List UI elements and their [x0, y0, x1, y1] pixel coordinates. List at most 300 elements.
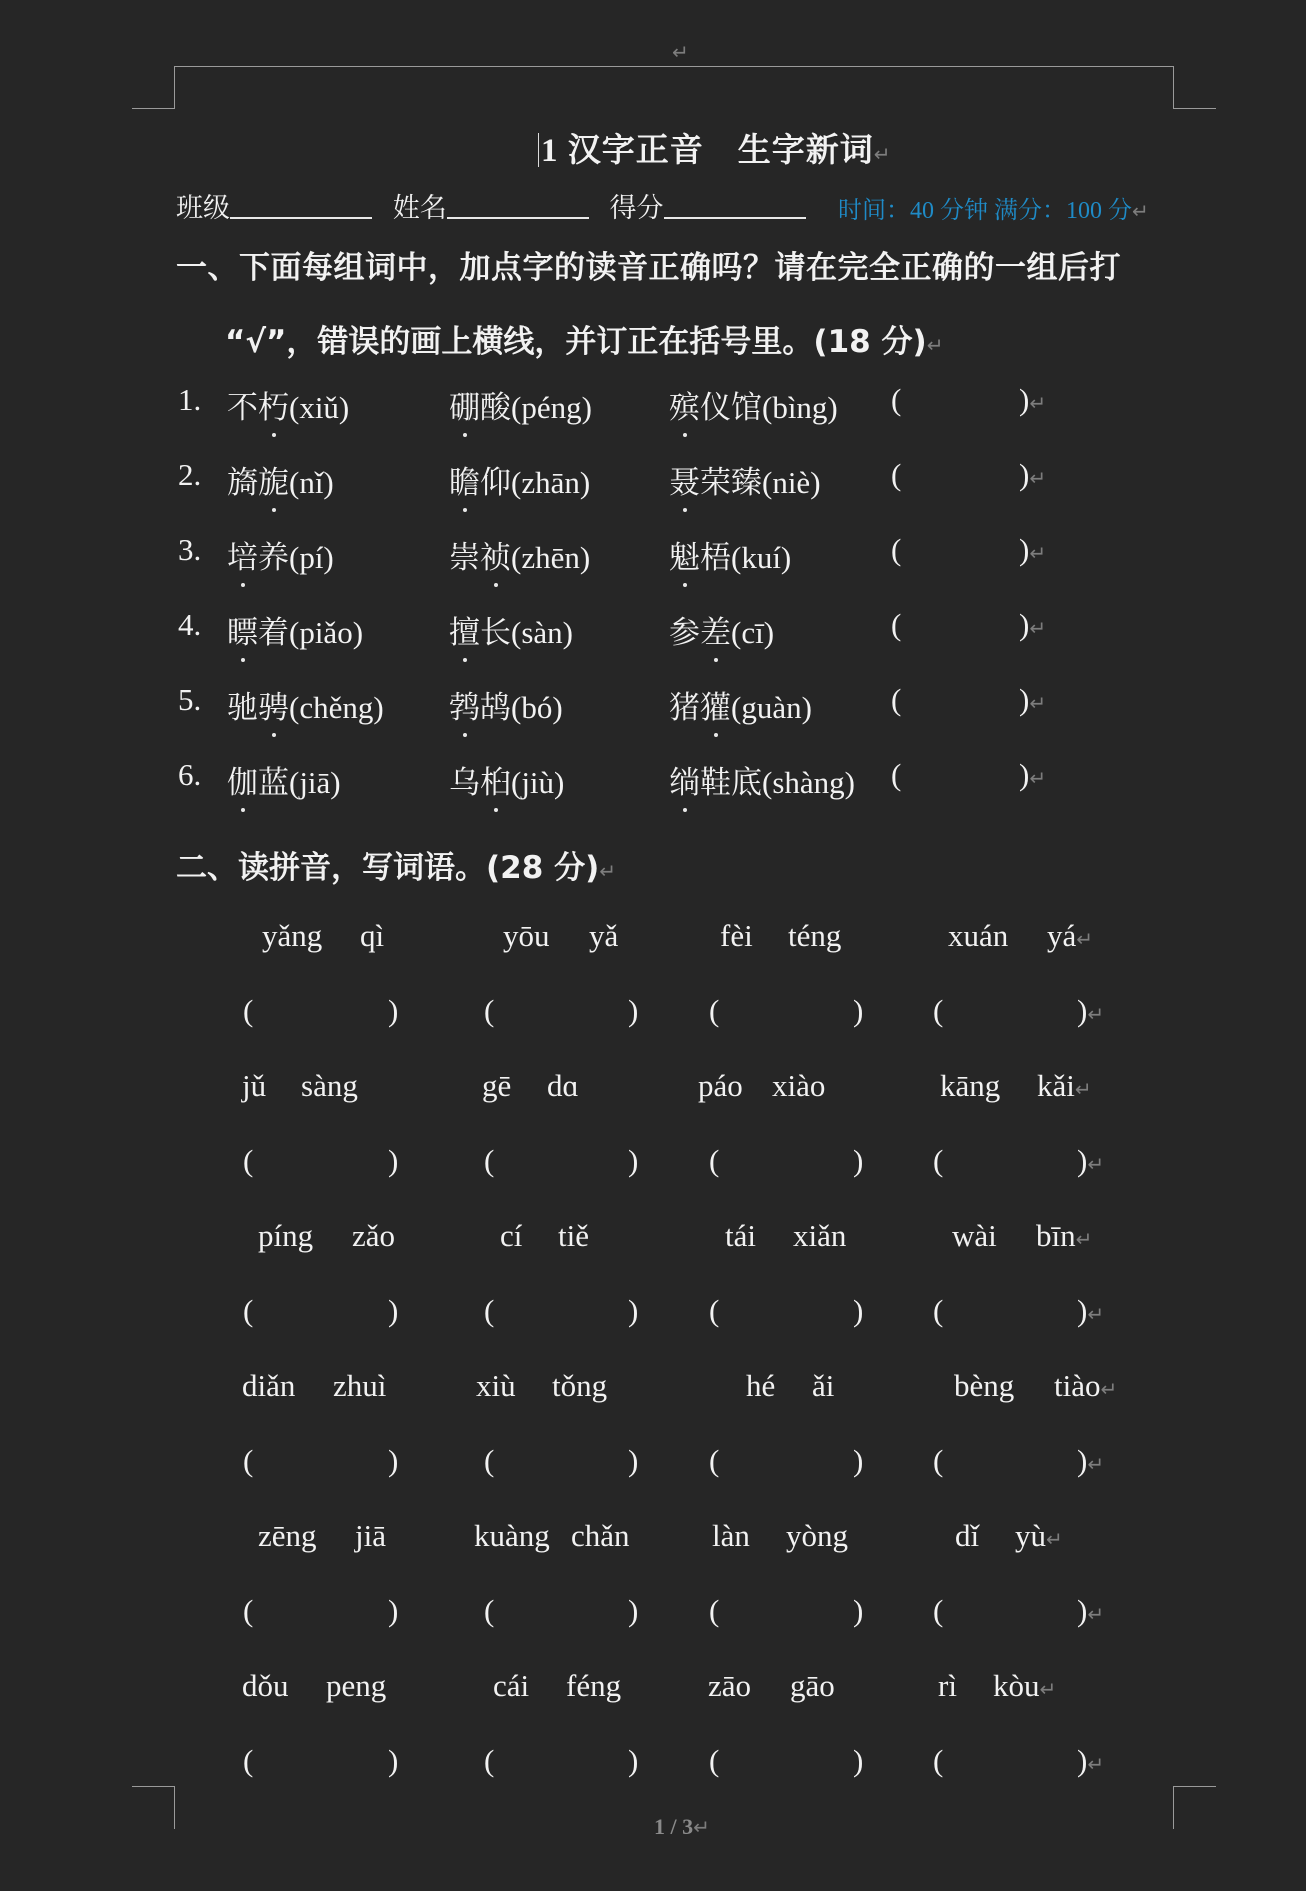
paragraph-mark-icon: ↵: [1075, 1227, 1093, 1251]
paren-text: ): [1019, 457, 1030, 492]
answer-paren-close: [388, 1743, 398, 1779]
pinyin-text: sàng: [301, 1068, 358, 1103]
corner-mark-top-left: [174, 66, 175, 109]
question-number: 5.: [178, 682, 202, 717]
paren-text: ): [628, 1143, 639, 1178]
word-item: [669, 457, 821, 502]
question-number: 1.: [178, 382, 202, 417]
answer-paren-open[interactable]: (: [709, 1593, 720, 1628]
pinyin-text: zēng: [258, 1518, 317, 1553]
answer-paren-close: [628, 1143, 638, 1179]
pinyin-reading: (niè): [762, 465, 821, 500]
word-part: 鸪: [480, 690, 511, 725]
pinyin-text: xiào: [772, 1068, 826, 1103]
pinyin-syllable: [793, 1218, 846, 1254]
word-part: 养: [258, 540, 289, 575]
paren-text: ): [1077, 1743, 1088, 1778]
pinyin-syllable: [493, 1668, 529, 1704]
paren-text: ): [1077, 1143, 1088, 1178]
pinyin-text: làn: [712, 1518, 750, 1553]
pinyin-syllable: [242, 1668, 289, 1704]
pinyin-text: yǎng: [262, 918, 323, 953]
pinyin-syllable: [326, 1668, 386, 1704]
pinyin-text: cái: [493, 1668, 530, 1703]
dotted-character: 硼: [449, 382, 480, 427]
pinyin-text: cí: [500, 1218, 523, 1253]
student-info-line: [176, 186, 820, 225]
answer-paren-close: [388, 1593, 398, 1629]
pinyin-text: zhuì: [333, 1368, 387, 1403]
pinyin-reading: (bìng): [762, 390, 838, 425]
answer-paren-close: [1019, 382, 1046, 418]
paren-text: ): [1019, 532, 1030, 567]
answer-paren-open[interactable]: (: [891, 382, 902, 417]
dotted-character: 骋: [258, 682, 289, 727]
pinyin-syllable: [725, 1218, 756, 1254]
word-part: 酸: [480, 390, 511, 425]
paragraph-mark-icon: ↵: [926, 333, 944, 357]
paren-text: ): [628, 1293, 639, 1328]
question-number: 4.: [178, 607, 202, 642]
pinyin-syllable: [589, 918, 618, 954]
pinyin-syllable: [566, 1668, 621, 1704]
word-part: 不: [227, 390, 258, 425]
word-item: [227, 457, 334, 502]
answer-paren-close: [1077, 1443, 1104, 1479]
pinyin-syllable: [503, 918, 550, 954]
paren-text: ): [628, 1443, 639, 1478]
word-part: 荣臻: [700, 465, 762, 500]
pinyin-text: dǒu: [242, 1668, 289, 1703]
pinyin-text: kǎi: [1037, 1068, 1075, 1103]
pinyin-syllable: [571, 1518, 630, 1554]
answer-paren-close: [853, 1743, 863, 1779]
paren-text: ): [1019, 382, 1030, 417]
word-part: 乌: [449, 765, 480, 800]
pinyin-reading: (péng): [511, 390, 592, 425]
pinyin-reading: (cī): [731, 615, 775, 650]
pinyin-text: rì: [938, 1668, 957, 1703]
answer-paren-open[interactable]: (: [709, 993, 720, 1028]
word-item: [449, 607, 573, 652]
pinyin-text: chǎn: [571, 1518, 630, 1553]
word-part: 蓝: [258, 765, 289, 800]
answer-paren-open[interactable]: (: [933, 1443, 944, 1478]
header-border-line: [174, 66, 1173, 67]
answer-paren-close: [1019, 757, 1046, 793]
pinyin-syllable: [474, 1518, 550, 1554]
corner-mark-top-right: [1173, 108, 1216, 109]
answer-paren-close: [628, 1443, 638, 1479]
pinyin-text: ǎi: [812, 1368, 835, 1403]
pinyin-text: téng: [788, 918, 842, 953]
paren-text: ): [853, 1143, 864, 1178]
pinyin-text: píng: [258, 1218, 314, 1253]
paragraph-mark-icon: ↵: [1029, 766, 1047, 790]
answer-paren-close: [628, 1593, 638, 1629]
answer-paren-open[interactable]: (: [484, 1143, 495, 1178]
dotted-character: 魁: [669, 532, 700, 577]
page-number: [654, 1814, 710, 1840]
dotted-character: 擅: [449, 607, 480, 652]
paragraph-mark-icon: ↵: [1087, 1602, 1105, 1626]
pinyin-syllable: [1037, 1068, 1092, 1104]
answer-paren-open[interactable]: (: [484, 1293, 495, 1328]
dotted-character: 聂: [669, 457, 700, 502]
corner-mark-top-left: [132, 108, 175, 109]
pinyin-reading: (pí): [289, 540, 334, 575]
pinyin-syllable: [938, 1668, 957, 1704]
pinyin-reading: (xiǔ): [289, 390, 350, 425]
heading-text: “√”，错误的画上横线，并订正在括号里。(18 分): [225, 324, 927, 360]
pinyin-text: tái: [725, 1218, 756, 1253]
paren-text: ): [388, 993, 399, 1028]
dotted-character: 旎: [258, 457, 289, 502]
paragraph-mark-icon: ↵: [672, 40, 689, 64]
corner-mark-bottom-left: [132, 1786, 175, 1787]
answer-paren-open[interactable]: (: [243, 1593, 254, 1628]
pinyin-text: yǎ: [589, 918, 619, 953]
paragraph-mark-icon: ↵: [1087, 1002, 1105, 1026]
answer-paren-close: [1019, 682, 1046, 718]
pinyin-syllable: [360, 918, 384, 954]
word-part: 参: [669, 615, 700, 650]
answer-paren-open[interactable]: (: [933, 993, 944, 1028]
word-part: 梧: [700, 540, 731, 575]
pinyin-text: yòng: [786, 1518, 848, 1553]
pinyin-syllable: [952, 1218, 997, 1254]
paren-text: ): [1019, 607, 1030, 642]
answer-paren-close: [628, 1293, 638, 1329]
word-item: [449, 532, 590, 577]
pinyin-syllable: [558, 1218, 589, 1254]
paragraph-mark-icon: ↵: [1087, 1302, 1105, 1326]
section1-heading-line1: 一、下面每组词中，加点字的读音正确吗？请在完全正确的一组后打: [176, 250, 1121, 286]
answer-paren-open[interactable]: (: [891, 532, 902, 567]
dotted-character: 培: [227, 532, 258, 577]
answer-paren-open[interactable]: (: [709, 1743, 720, 1778]
pinyin-syllable: [258, 1218, 313, 1254]
paragraph-mark-icon: ↵: [599, 859, 617, 883]
answer-paren-open[interactable]: (: [933, 1593, 944, 1628]
pinyin-syllable: [788, 918, 841, 954]
pinyin-text: dɑ: [547, 1068, 579, 1103]
pinyin-reading: (piǎo): [289, 615, 364, 650]
class-blank[interactable]: [230, 195, 372, 219]
word-part: 崇: [449, 540, 480, 575]
dotted-character: 瞟: [227, 607, 258, 652]
pinyin-text: xuán: [948, 918, 1009, 953]
pinyin-text: kuàng: [474, 1518, 550, 1553]
answer-paren-close: [1077, 1293, 1104, 1329]
paragraph-mark-icon: ↵: [1029, 466, 1047, 490]
word-item: [449, 757, 564, 802]
paren-text: ): [1019, 757, 1030, 792]
word-part: 猪: [669, 690, 700, 725]
paren-text: ): [388, 1443, 399, 1478]
word-item: [669, 757, 855, 802]
paren-text: ): [853, 1743, 864, 1778]
dotted-character: 桕: [480, 757, 511, 802]
pinyin-syllable: [476, 1368, 516, 1404]
pinyin-syllable: [500, 1218, 522, 1254]
paragraph-mark-icon: ↵: [693, 1815, 710, 1839]
answer-paren-open[interactable]: (: [933, 1293, 944, 1328]
word-part: 长: [480, 615, 511, 650]
pinyin-reading: (jiù): [511, 765, 565, 800]
pinyin-syllable: [258, 1518, 317, 1554]
answer-paren-close: [628, 993, 638, 1029]
corner-mark-bottom-left: [174, 1786, 175, 1829]
pinyin-syllable: [948, 918, 1008, 954]
word-item: [669, 607, 774, 652]
answer-paren-open[interactable]: (: [891, 682, 902, 717]
pinyin-text: xiǎn: [793, 1218, 847, 1253]
word-part: 仪馆: [700, 390, 762, 425]
pinyin-syllable: [786, 1518, 848, 1554]
answer-paren-open[interactable]: (: [243, 1293, 254, 1328]
paren-text: ): [1077, 1593, 1088, 1628]
answer-paren-close: [388, 993, 398, 1029]
answer-paren-close: [1077, 993, 1104, 1029]
word-item: [669, 382, 838, 427]
pinyin-syllable: [262, 918, 322, 954]
paragraph-mark-icon: ↵: [1074, 1077, 1092, 1101]
paren-text: ): [853, 1593, 864, 1628]
pinyin-syllable: [993, 1668, 1056, 1704]
paren-text: ): [388, 1293, 399, 1328]
name-blank[interactable]: [447, 195, 589, 219]
answer-paren-open[interactable]: (: [891, 757, 902, 792]
page-number-text: 1 / 3: [654, 1814, 694, 1839]
paragraph-mark-icon: ↵: [1029, 541, 1047, 565]
dotted-character: 殡: [669, 382, 700, 427]
pinyin-syllable: [482, 1068, 511, 1104]
pinyin-text: kāng: [940, 1068, 1001, 1103]
answer-paren-close: [853, 1293, 863, 1329]
pinyin-syllable: [547, 1068, 579, 1104]
paragraph-mark-icon: ↵: [1087, 1752, 1105, 1776]
pinyin-syllable: [1015, 1518, 1063, 1554]
pinyin-syllable: [790, 1668, 835, 1704]
pinyin-text: jiā: [355, 1518, 386, 1553]
class-label: 班级: [176, 193, 230, 223]
pinyin-syllable: [812, 1368, 834, 1404]
paren-text: ): [628, 1593, 639, 1628]
paren-text: ): [1077, 993, 1088, 1028]
pinyin-syllable: [1047, 918, 1093, 954]
text-cursor: [538, 133, 539, 167]
pinyin-reading: (chěng): [289, 690, 384, 725]
pinyin-syllable: [772, 1068, 825, 1104]
time-meta-text: 时间：40 分钟 满分：100 分: [838, 198, 1132, 224]
pinyin-text: tǒng: [552, 1368, 608, 1403]
score-blank[interactable]: [664, 195, 806, 219]
pinyin-text: yōu: [503, 918, 550, 953]
name-label: 姓名: [392, 193, 447, 223]
pinyin-text: zǎo: [352, 1218, 396, 1253]
paren-text: ): [388, 1143, 399, 1178]
corner-mark-bottom-right: [1173, 1786, 1216, 1787]
title-text: 1 汉字正音 生字新词: [541, 133, 874, 169]
paren-text: ): [628, 993, 639, 1028]
answer-paren-open[interactable]: (: [243, 993, 254, 1028]
pinyin-text: zāo: [708, 1668, 752, 1703]
pinyin-syllable: [708, 1668, 751, 1704]
answer-paren-open[interactable]: (: [484, 1443, 495, 1478]
answer-paren-close: [853, 1593, 863, 1629]
pinyin-text: páo: [698, 1068, 743, 1103]
answer-paren-open[interactable]: (: [891, 457, 902, 492]
paragraph-mark-icon: ↵: [1087, 1452, 1105, 1476]
word-item: [449, 382, 592, 427]
word-item: [449, 457, 590, 502]
word-part: 着: [258, 615, 289, 650]
paragraph-mark-icon: ↵: [1076, 927, 1094, 951]
pinyin-syllable: [552, 1368, 607, 1404]
pinyin-text: qì: [360, 918, 385, 953]
pinyin-reading: (jiā): [289, 765, 341, 800]
pinyin-syllable: [1036, 1218, 1092, 1254]
pinyin-text: dǐ: [955, 1518, 980, 1553]
answer-paren-close: [1019, 607, 1046, 643]
pinyin-text: wài: [952, 1218, 997, 1253]
pinyin-text: kòu: [993, 1668, 1040, 1703]
answer-paren-open[interactable]: (: [709, 1443, 720, 1478]
answer-paren-close: [1077, 1743, 1104, 1779]
paren-text: ): [1077, 1293, 1088, 1328]
pinyin-reading: (kuí): [731, 540, 792, 575]
answer-paren-open[interactable]: (: [891, 607, 902, 642]
paragraph-mark-icon: ↵: [1100, 1377, 1118, 1401]
dotted-character: 瞻: [449, 457, 480, 502]
pinyin-text: hé: [746, 1368, 776, 1403]
pinyin-syllable: [954, 1368, 1014, 1404]
pinyin-text: yù: [1015, 1518, 1046, 1553]
word-part: 驰: [227, 690, 258, 725]
paragraph-mark-icon: ↵: [1029, 616, 1047, 640]
pinyin-text: bīn: [1036, 1218, 1076, 1253]
word-item: [669, 682, 812, 727]
paragraph-mark-icon: ↵: [1029, 691, 1047, 715]
pinyin-text: fèi: [720, 918, 753, 953]
paren-text: ): [853, 1293, 864, 1328]
answer-paren-close: [1019, 457, 1046, 493]
answer-paren-open[interactable]: (: [933, 1143, 944, 1178]
answer-paren-close: [388, 1293, 398, 1329]
corner-mark-bottom-right: [1173, 1786, 1174, 1829]
question-number: 6.: [178, 757, 202, 792]
word-part: 旖: [227, 465, 258, 500]
paragraph-mark-icon: ↵: [1039, 1677, 1057, 1701]
answer-paren-open[interactable]: (: [933, 1743, 944, 1778]
pinyin-syllable: [955, 1518, 979, 1554]
pinyin-syllable: [301, 1068, 358, 1104]
paragraph-mark-icon: ↵: [1029, 391, 1047, 415]
section2-heading: [176, 842, 616, 887]
word-part: 鞋底: [700, 765, 762, 800]
paragraph-mark-icon: ↵: [1132, 199, 1149, 223]
paren-text: ): [1019, 682, 1030, 717]
pinyin-syllable: [720, 918, 753, 954]
pinyin-syllable: [746, 1368, 775, 1404]
pinyin-text: tiě: [558, 1218, 589, 1253]
answer-paren-open[interactable]: (: [243, 1443, 254, 1478]
pinyin-syllable: [242, 1368, 295, 1404]
dotted-character: 獾: [700, 682, 731, 727]
document-title[interactable]: [538, 124, 892, 171]
paren-text: ): [853, 993, 864, 1028]
pinyin-reading: (nǐ): [289, 465, 334, 500]
score-label: 得分: [609, 193, 664, 223]
answer-paren-close: [388, 1143, 398, 1179]
paren-text: ): [388, 1593, 399, 1628]
pinyin-syllable: [355, 1518, 386, 1554]
pinyin-reading: (guàn): [731, 690, 812, 725]
answer-paren-open[interactable]: (: [484, 1743, 495, 1778]
answer-paren-close: [1077, 1143, 1104, 1179]
pinyin-syllable: [940, 1068, 1000, 1104]
answer-paren-close: [1019, 532, 1046, 568]
pinyin-syllable: [352, 1218, 395, 1254]
paragraph-mark-icon: ↵: [1087, 1152, 1105, 1176]
word-part: 仰: [480, 465, 511, 500]
pinyin-text: gāo: [790, 1668, 835, 1703]
pinyin-text: xiù: [476, 1368, 516, 1403]
answer-paren-open[interactable]: (: [243, 1143, 254, 1178]
pinyin-text: tiào: [1054, 1368, 1101, 1403]
paren-text: ): [1077, 1443, 1088, 1478]
pinyin-reading: (zhān): [511, 465, 591, 500]
pinyin-reading: (bó): [511, 690, 563, 725]
paren-text: ): [388, 1743, 399, 1778]
answer-paren-close: [388, 1443, 398, 1479]
pinyin-syllable: [333, 1368, 386, 1404]
pinyin-text: diǎn: [242, 1368, 296, 1403]
pinyin-text: yá: [1047, 918, 1077, 953]
answer-paren-close: [853, 993, 863, 1029]
pinyin-text: féng: [566, 1668, 622, 1703]
dotted-character: 绱: [669, 757, 700, 802]
word-item: [227, 757, 341, 802]
question-number: 2.: [178, 457, 202, 492]
answer-paren-open[interactable]: (: [243, 1743, 254, 1778]
pinyin-text: gē: [482, 1068, 512, 1103]
heading-text: 二、读拼音，写词语。(28 分): [176, 850, 600, 886]
pinyin-reading: (shàng): [762, 765, 855, 800]
answer-paren-open[interactable]: (: [484, 993, 495, 1028]
answer-paren-open[interactable]: (: [484, 1593, 495, 1628]
word-item: [669, 532, 791, 577]
pinyin-reading: (sàn): [511, 615, 573, 650]
corner-mark-top-right: [1173, 66, 1174, 109]
pinyin-text: peng: [326, 1668, 387, 1703]
pinyin-syllable: [1054, 1368, 1117, 1404]
dotted-character: 朽: [258, 382, 289, 427]
pinyin-syllable: [698, 1068, 743, 1104]
paren-text: ): [853, 1443, 864, 1478]
pinyin-syllable: [242, 1068, 266, 1104]
answer-paren-close: [853, 1443, 863, 1479]
paren-text: ): [628, 1743, 639, 1778]
word-item: [227, 382, 349, 427]
question-number: 3.: [178, 532, 202, 567]
time-score-meta: [838, 190, 1149, 225]
answer-paren-open[interactable]: (: [709, 1293, 720, 1328]
answer-paren-open[interactable]: (: [709, 1143, 720, 1178]
word-item: [227, 607, 363, 652]
dotted-character: 差: [700, 607, 731, 652]
